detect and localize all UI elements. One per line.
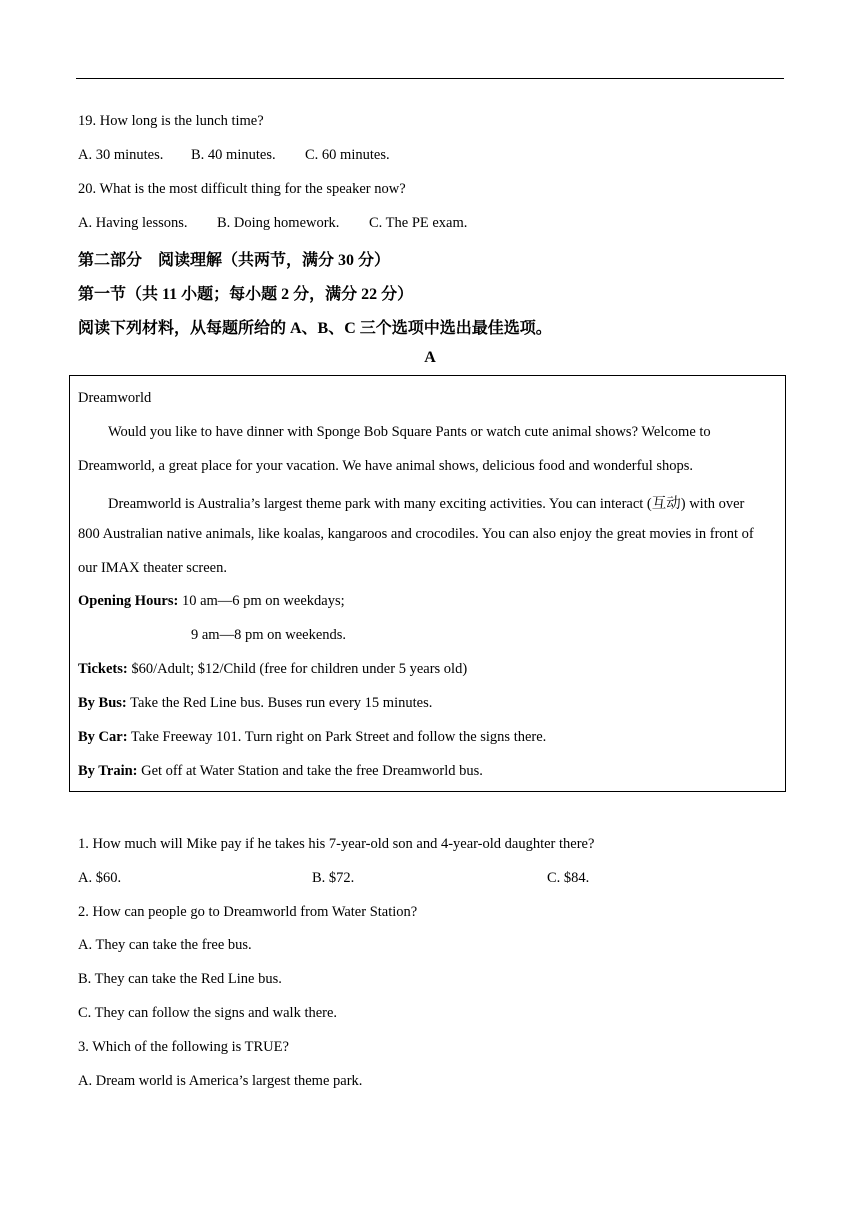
q1-stem: 1. How much will Mike pay if he takes his 7-year-old son and 4-year-old daughter there?	[78, 836, 595, 852]
q19-option-b: B. 40 minutes.	[191, 147, 276, 163]
q2-option-c: C. They can follow the signs and walk there.	[78, 1005, 338, 1021]
train-label: By Train:	[78, 763, 138, 779]
opening-hours-label: Opening Hours:	[78, 593, 179, 609]
passage-para1-line1: Would you like to have dinner with Sponge Bob Square Pants or watch cute animal shows? Welcome to	[108, 424, 711, 440]
bus-text: Take the Red Line bus. Buses run every 15 minutes.	[126, 695, 433, 711]
passage-para1-line2: Dreamworld, a great place for your vacation. We have animal shows, delicious food and wonderful shops.	[78, 458, 694, 474]
opening-hours-weekday: 10 am—6 pm on weekdays;	[178, 593, 345, 609]
q2-option-b: B. They can take the Red Line bus.	[78, 971, 282, 987]
train-text: Get off at Water Station and take the free Dreamworld bus.	[137, 763, 483, 779]
header-rule	[76, 78, 784, 79]
passage-para2-line3: our IMAX theater screen.	[78, 560, 227, 576]
q19-option-a: A. 30 minutes.	[78, 147, 164, 163]
q20-stem: 20. What is the most difficult thing for the speaker now?	[78, 181, 406, 197]
q19-stem: 19. How long is the lunch time?	[78, 113, 264, 129]
part2-heading: 第二部分 阅读理解（共两节，满分 30 分）	[78, 252, 391, 269]
bus-row	[78, 695, 432, 712]
bus-label: By Bus:	[78, 695, 127, 711]
reading-instruction: 阅读下列材料，从每题所给的 A、B、C 三个选项中选出最佳选项。	[78, 320, 552, 337]
q20-option-b: B. Doing homework.	[217, 215, 340, 231]
car-row	[78, 729, 546, 746]
passage-para2-line1: Dreamworld is Australia’s largest theme park with many exciting activities. You can interact (互动) with over	[108, 496, 745, 512]
tickets-label: Tickets:	[78, 661, 128, 677]
car-label: By Car:	[78, 729, 128, 745]
opening-hours-weekend: 9 am—8 pm on weekends.	[191, 627, 347, 643]
opening-hours-row	[78, 593, 345, 610]
passage-letter: A	[424, 349, 436, 366]
q19-option-c: C. 60 minutes.	[305, 147, 390, 163]
q3-option-a: A. Dream world is America’s largest theme park.	[78, 1073, 363, 1089]
tickets-row	[78, 661, 467, 678]
passage-para2-line2: 800 Australian native animals, like koalas, kangaroos and crocodiles. You can also enjoy the great movies in front of	[78, 526, 754, 542]
q3-stem: 3. Which of the following is TRUE?	[78, 1039, 289, 1055]
q2-option-a: A. They can take the free bus.	[78, 937, 252, 953]
q1-option-b: B. $72.	[312, 870, 355, 886]
train-row	[78, 763, 483, 780]
q20-option-a: A. Having lessons.	[78, 215, 188, 231]
q2-stem: 2. How can people go to Dreamworld from Water Station?	[78, 904, 418, 920]
section1-heading: 第一节（共 11 小题；每小题 2 分，满分 22 分）	[78, 286, 414, 303]
tickets-text: $60/Adult; $12/Child (free for children under 5 years old)	[127, 661, 468, 677]
q1-option-a: A. $60.	[78, 870, 122, 886]
passage-title: Dreamworld	[78, 390, 152, 406]
q1-option-c: C. $84.	[547, 870, 590, 886]
q20-option-c: C. The PE exam.	[369, 215, 468, 231]
car-text: Take Freeway 101. Turn right on Park Street and follow the signs there.	[127, 729, 547, 745]
